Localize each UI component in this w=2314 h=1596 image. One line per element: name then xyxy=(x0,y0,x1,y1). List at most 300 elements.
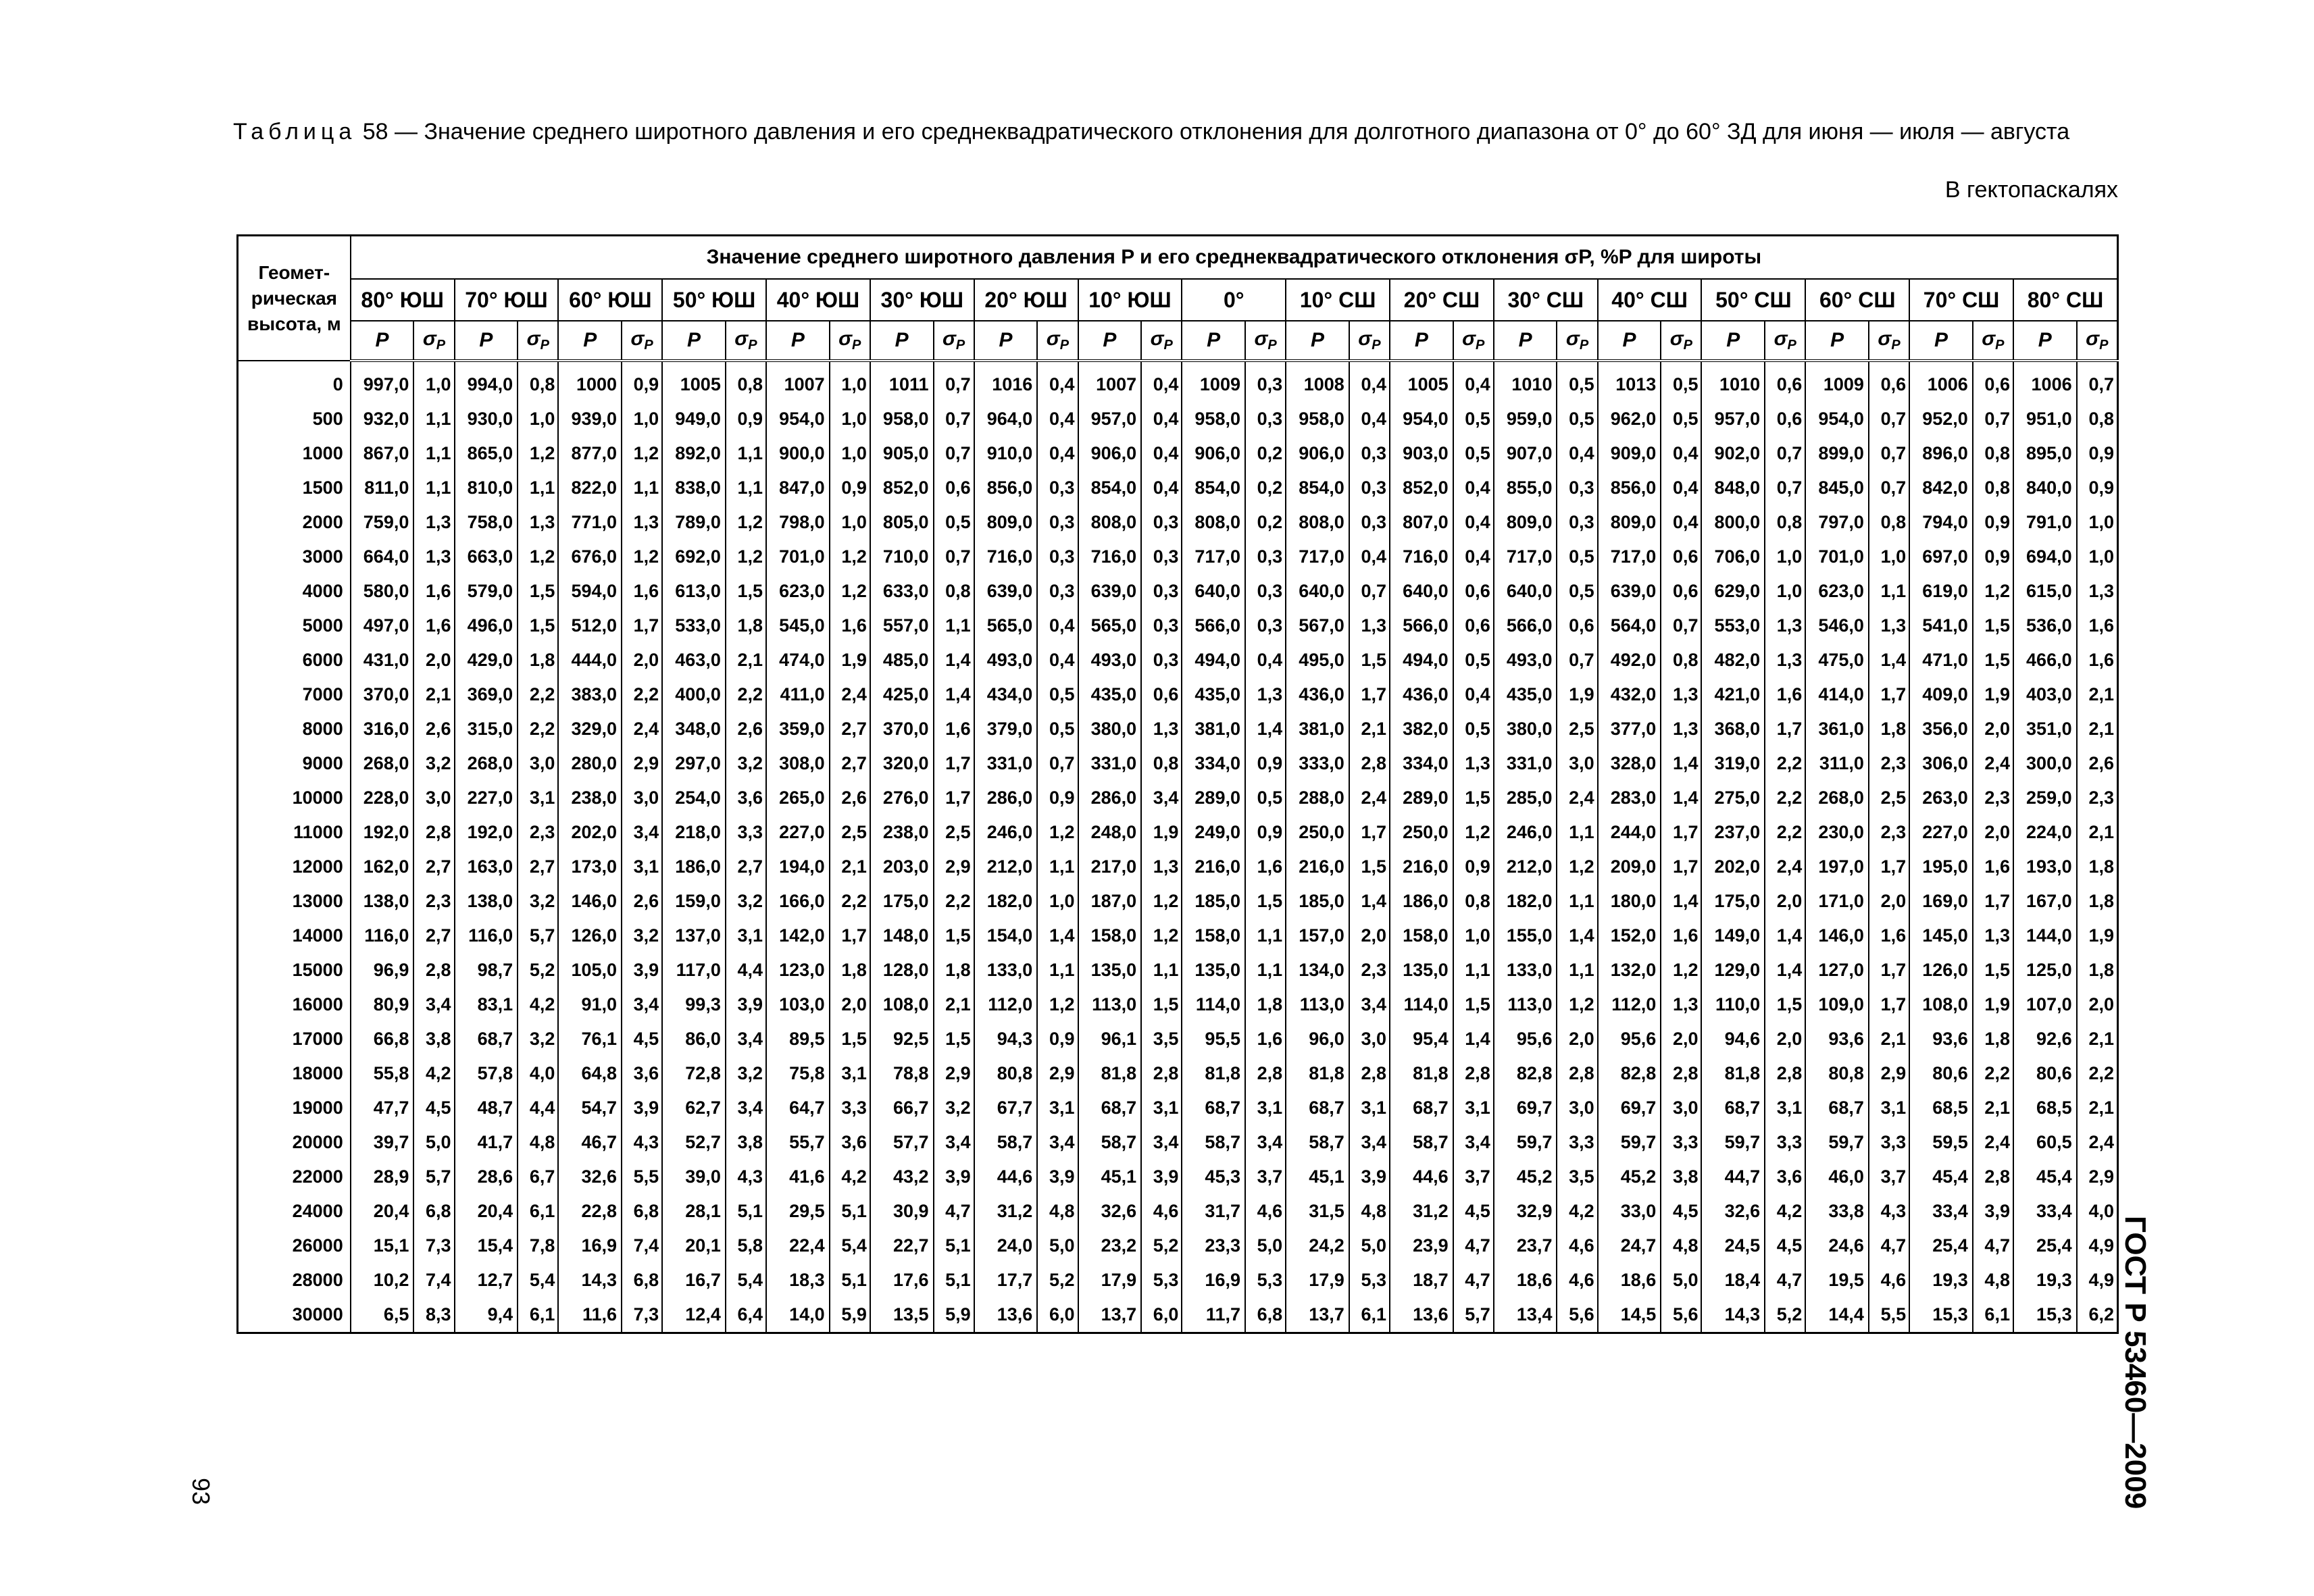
sigma-cell: 4,2 xyxy=(1765,1194,1805,1229)
altitude-cell: 19000 xyxy=(238,1091,351,1125)
pressure-cell: 316,0 xyxy=(351,712,414,746)
sigma-cell: 3,0 xyxy=(518,746,558,781)
sigma-cell: 4,9 xyxy=(2077,1229,2118,1263)
sigma-cell: 1,3 xyxy=(1973,919,2013,953)
sigma-cell: 0,5 xyxy=(1453,712,1494,746)
pressure-cell: 185,0 xyxy=(1182,884,1245,919)
sigma-symbol-header xyxy=(1037,321,1078,361)
sigma-cell: 7,3 xyxy=(413,1229,454,1263)
sigma-cell: 1,7 xyxy=(1349,815,1390,850)
pressure-cell: 197,0 xyxy=(1805,850,1869,884)
pressure-cell: 96,9 xyxy=(351,953,414,987)
sigma-cell: 4,7 xyxy=(1765,1263,1805,1297)
sigma-cell: 3,0 xyxy=(1557,1091,1597,1125)
pressure-cell: 82,8 xyxy=(1494,1056,1557,1091)
sigma-cell: 4,5 xyxy=(622,1022,662,1056)
sigma-cell: 2,9 xyxy=(2077,1160,2118,1194)
sigma-cell: 1,5 xyxy=(1245,884,1286,919)
sigma-cell: 3,9 xyxy=(934,1160,974,1194)
sigma-cell: 5,6 xyxy=(1557,1297,1597,1333)
sigma-cell: 1,8 xyxy=(830,953,870,987)
pressure-cell: 565,0 xyxy=(974,609,1038,643)
pressure-cell: 19,5 xyxy=(1805,1263,1869,1297)
sigma-cell: 1,4 xyxy=(1037,919,1078,953)
pressure-cell: 81,8 xyxy=(1390,1056,1453,1091)
caption-text: 58 — Значение среднего широтного давления и его среднеквадратического отклонения для долготного диапазона от 0° до 60° ЗД для июня — июля — августа xyxy=(356,119,2070,145)
pressure-cell: 567,0 xyxy=(1286,609,1349,643)
pressure-cell: 566,0 xyxy=(1182,609,1245,643)
table-row xyxy=(238,436,2118,471)
pressure-cell: 370,0 xyxy=(870,712,934,746)
sigma-cell: 1,1 xyxy=(726,436,766,471)
sigma-cell: 4,5 xyxy=(1661,1194,1701,1229)
pressure-cell: 474,0 xyxy=(766,643,830,677)
sigma-subscript: P xyxy=(1476,338,1485,353)
sigma-cell: 0,3 xyxy=(1557,471,1597,505)
pressure-cell: 246,0 xyxy=(974,815,1038,850)
pressure-cell: 110,0 xyxy=(1701,987,1765,1022)
sigma-cell: 1,9 xyxy=(1141,815,1182,850)
sigma-cell: 7,3 xyxy=(622,1297,662,1333)
pressure-cell: 149,0 xyxy=(1701,919,1765,953)
sigma-cell: 0,7 xyxy=(2077,361,2118,402)
sigma-cell: 0,3 xyxy=(1037,471,1078,505)
sigma-cell: 0,8 xyxy=(2077,402,2118,436)
pressure-cell: 82,8 xyxy=(1598,1056,1661,1091)
p-symbol-header: P xyxy=(455,321,518,361)
pressure-cell: 403,0 xyxy=(2013,677,2077,712)
pressure-cell: 59,7 xyxy=(1701,1125,1765,1160)
pressure-cell: 13,6 xyxy=(1390,1297,1453,1333)
pressure-cell: 59,5 xyxy=(1909,1125,1973,1160)
sigma-cell: 0,7 xyxy=(934,540,974,574)
sigma-cell: 3,6 xyxy=(1765,1160,1805,1194)
pressure-cell: 33,4 xyxy=(2013,1194,2077,1229)
altitude-cell: 18000 xyxy=(238,1056,351,1091)
sigma-cell: 1,0 xyxy=(1765,540,1805,574)
sigma-cell: 1,6 xyxy=(1973,850,2013,884)
sigma-cell: 1,7 xyxy=(1765,712,1805,746)
sigma-symbol-header xyxy=(518,321,558,361)
altitude-cell: 4000 xyxy=(238,574,351,609)
pressure-cell: 383,0 xyxy=(558,677,622,712)
sigma-cell: 0,4 xyxy=(1453,505,1494,540)
sigma-cell: 1,0 xyxy=(1869,540,1909,574)
pressure-cell: 954,0 xyxy=(1390,402,1453,436)
sigma-cell: 0,6 xyxy=(1661,540,1701,574)
pressure-cell: 95,6 xyxy=(1494,1022,1557,1056)
sigma-cell: 0,5 xyxy=(1037,712,1078,746)
sigma-cell: 1,2 xyxy=(1141,919,1182,953)
pressure-cell: 809,0 xyxy=(1494,505,1557,540)
sigma-symbol-header xyxy=(1973,321,2013,361)
pressure-cell: 951,0 xyxy=(2013,402,2077,436)
sigma-cell: 0,4 xyxy=(1245,643,1286,677)
latitude-header: 80° ЮШ xyxy=(351,279,455,321)
pressure-cell: 900,0 xyxy=(766,436,830,471)
pressure-cell: 66,7 xyxy=(870,1091,934,1125)
pressure-cell: 811,0 xyxy=(351,471,414,505)
sigma-cell: 3,0 xyxy=(413,781,454,815)
sigma-cell: 1,9 xyxy=(1973,677,2013,712)
pressure-cell: 20,4 xyxy=(455,1194,518,1229)
pressure-cell: 807,0 xyxy=(1390,505,1453,540)
sigma-cell: 1,2 xyxy=(1557,987,1597,1022)
pressure-cell: 308,0 xyxy=(766,746,830,781)
altitude-cell: 500 xyxy=(238,402,351,436)
pressure-cell: 105,0 xyxy=(558,953,622,987)
pressure-cell: 126,0 xyxy=(558,919,622,953)
altitude-cell: 12000 xyxy=(238,850,351,884)
pressure-cell: 436,0 xyxy=(1286,677,1349,712)
sigma-cell: 5,2 xyxy=(1037,1263,1078,1297)
pressure-cell: 845,0 xyxy=(1805,471,1869,505)
sigma-cell: 2,1 xyxy=(1973,1091,2013,1125)
altitude-cell: 11000 xyxy=(238,815,351,850)
sigma-cell: 1,6 xyxy=(622,574,662,609)
sigma-cell: 1,4 xyxy=(1245,712,1286,746)
sigma-cell: 0,6 xyxy=(934,471,974,505)
sigma-cell: 3,2 xyxy=(518,884,558,919)
sigma-cell: 0,3 xyxy=(1245,540,1286,574)
sigma-cell: 1,3 xyxy=(1869,609,1909,643)
pressure-cell: 24,5 xyxy=(1701,1229,1765,1263)
pressure-cell: 68,7 xyxy=(1390,1091,1453,1125)
sigma-cell: 3,4 xyxy=(1141,781,1182,815)
sigma-symbol-header xyxy=(934,321,974,361)
pressure-cell: 259,0 xyxy=(2013,781,2077,815)
sigma-cell: 1,4 xyxy=(1557,919,1597,953)
latitude-header: 20° ЮШ xyxy=(974,279,1078,321)
altitude-cell: 26000 xyxy=(238,1229,351,1263)
sigma-cell: 1,3 xyxy=(1661,712,1701,746)
pressure-cell: 13,7 xyxy=(1286,1297,1349,1333)
pressure-cell: 25,4 xyxy=(2013,1229,2077,1263)
pressure-cell: 579,0 xyxy=(455,574,518,609)
sigma-cell: 0,7 xyxy=(1661,609,1701,643)
pressure-cell: 865,0 xyxy=(455,436,518,471)
pressure-cell: 896,0 xyxy=(1909,436,1973,471)
table-row xyxy=(238,712,2118,746)
pressure-cell: 93,6 xyxy=(1909,1022,1973,1056)
pressure-cell: 18,4 xyxy=(1701,1263,1765,1297)
pressure-cell: 553,0 xyxy=(1701,609,1765,643)
sigma-cell: 2,4 xyxy=(1973,1125,2013,1160)
pressure-cell: 250,0 xyxy=(1390,815,1453,850)
sigma-cell: 3,8 xyxy=(726,1125,766,1160)
sigma-cell: 6,1 xyxy=(1973,1297,2013,1333)
pressure-cell: 72,8 xyxy=(662,1056,726,1091)
sigma-symbol: σ xyxy=(734,328,749,350)
sigma-cell: 1,3 xyxy=(1453,746,1494,781)
pressure-cell: 546,0 xyxy=(1805,609,1869,643)
sigma-cell: 3,1 xyxy=(1869,1091,1909,1125)
sigma-cell: 6,0 xyxy=(1141,1297,1182,1333)
sigma-cell: 0,4 xyxy=(1037,402,1078,436)
sigma-cell: 0,5 xyxy=(1453,436,1494,471)
pressure-cell: 186,0 xyxy=(662,850,726,884)
sigma-cell: 1,3 xyxy=(1349,609,1390,643)
sigma-cell: 2,5 xyxy=(1557,712,1597,746)
pressure-cell: 906,0 xyxy=(1286,436,1349,471)
table-row xyxy=(238,746,2118,781)
sigma-symbol-header xyxy=(1661,321,1701,361)
latitude-header: 60° ЮШ xyxy=(558,279,662,321)
table-row xyxy=(238,781,2118,815)
sigma-cell: 3,4 xyxy=(622,815,662,850)
sigma-cell: 2,2 xyxy=(830,884,870,919)
sigma-cell: 2,6 xyxy=(830,781,870,815)
sigma-cell: 5,3 xyxy=(1245,1263,1286,1297)
sigma-cell: 1,0 xyxy=(2077,540,2118,574)
sigma-cell: 1,1 xyxy=(622,471,662,505)
pressure-cell: 359,0 xyxy=(766,712,830,746)
pressure-cell: 22,7 xyxy=(870,1229,934,1263)
pressure-cell: 112,0 xyxy=(1598,987,1661,1022)
pressure-cell: 116,0 xyxy=(351,919,414,953)
sigma-cell: 1,8 xyxy=(2077,884,2118,919)
pressure-cell: 557,0 xyxy=(870,609,934,643)
pressure-cell: 224,0 xyxy=(2013,815,2077,850)
sigma-cell: 0,8 xyxy=(1453,884,1494,919)
pressure-cell: 1009 xyxy=(1182,361,1245,402)
sigma-cell: 2,1 xyxy=(1869,1022,1909,1056)
sigma-cell: 3,7 xyxy=(1245,1160,1286,1194)
pressure-cell: 580,0 xyxy=(351,574,414,609)
sigma-cell: 2,3 xyxy=(1973,781,2013,815)
sigma-cell: 0,7 xyxy=(1869,402,1909,436)
pressure-cell: 311,0 xyxy=(1805,746,1869,781)
sigma-cell: 1,6 xyxy=(1245,850,1286,884)
sigma-cell: 3,2 xyxy=(518,1022,558,1056)
sigma-symbol: σ xyxy=(838,328,853,350)
sigma-cell: 5,3 xyxy=(1141,1263,1182,1297)
pressure-cell: 895,0 xyxy=(2013,436,2077,471)
sigma-cell: 6,0 xyxy=(1037,1297,1078,1333)
pressure-cell: 930,0 xyxy=(455,402,518,436)
pressure-cell: 300,0 xyxy=(2013,746,2077,781)
sigma-subscript: P xyxy=(852,338,861,353)
sigma-symbol: σ xyxy=(422,328,436,350)
pressure-cell: 289,0 xyxy=(1390,781,1453,815)
sigma-cell: 4,6 xyxy=(1141,1194,1182,1229)
sigma-cell: 6,2 xyxy=(2077,1297,2118,1333)
pressure-cell: 227,0 xyxy=(1909,815,1973,850)
page-number: 93 xyxy=(187,1478,215,1505)
table-caption xyxy=(233,115,2118,149)
sigma-cell: 3,4 xyxy=(622,987,662,1022)
sigma-cell: 1,4 xyxy=(1661,884,1701,919)
sigma-cell: 0,6 xyxy=(1557,609,1597,643)
table-row xyxy=(238,609,2118,643)
pressure-cell: 45,4 xyxy=(1909,1160,1973,1194)
pressure-cell: 838,0 xyxy=(662,471,726,505)
sigma-cell: 3,5 xyxy=(1557,1160,1597,1194)
sigma-cell: 0,2 xyxy=(1245,505,1286,540)
pressure-cell: 19,3 xyxy=(2013,1263,2077,1297)
pressure-cell: 58,7 xyxy=(1182,1125,1245,1160)
pressure-cell: 633,0 xyxy=(870,574,934,609)
sigma-cell: 1,7 xyxy=(1869,953,1909,987)
sigma-cell: 1,7 xyxy=(1349,677,1390,712)
pressure-cell: 536,0 xyxy=(2013,609,2077,643)
sigma-cell: 0,7 xyxy=(1557,643,1597,677)
pressure-cell: 613,0 xyxy=(662,574,726,609)
sigma-cell: 1,8 xyxy=(1245,987,1286,1022)
pressure-cell: 855,0 xyxy=(1494,471,1557,505)
altitude-cell: 8000 xyxy=(238,712,351,746)
sigma-cell: 2,3 xyxy=(413,884,454,919)
sigma-cell: 4,7 xyxy=(1973,1229,2013,1263)
sigma-cell: 4,8 xyxy=(1349,1194,1390,1229)
altitude-cell: 0 xyxy=(238,361,351,402)
pressure-cell: 906,0 xyxy=(1078,436,1142,471)
sigma-cell: 1,1 xyxy=(1453,953,1494,987)
sigma-cell: 0,7 xyxy=(1349,574,1390,609)
sigma-cell: 1,9 xyxy=(830,643,870,677)
p-symbol-header: P xyxy=(1598,321,1661,361)
sigma-cell: 0,5 xyxy=(1557,574,1597,609)
pressure-cell: 41,7 xyxy=(455,1125,518,1160)
sigma-cell: 0,3 xyxy=(1349,505,1390,540)
sigma-cell: 0,8 xyxy=(1765,505,1805,540)
sigma-cell: 1,5 xyxy=(518,574,558,609)
sigma-cell: 2,8 xyxy=(1973,1160,2013,1194)
pressure-cell: 957,0 xyxy=(1078,402,1142,436)
pressure-cell: 54,7 xyxy=(558,1091,622,1125)
sigma-cell: 0,6 xyxy=(1973,361,2013,402)
sigma-cell: 2,8 xyxy=(1141,1056,1182,1091)
pressure-cell: 44,6 xyxy=(1390,1160,1453,1194)
p-symbol-header: P xyxy=(766,321,830,361)
pressure-cell: 99,3 xyxy=(662,987,726,1022)
pressure-cell: 369,0 xyxy=(455,677,518,712)
pressure-cell: 31,2 xyxy=(974,1194,1038,1229)
altitude-cell: 20000 xyxy=(238,1125,351,1160)
pressure-cell: 485,0 xyxy=(870,643,934,677)
pressure-cell: 639,0 xyxy=(1598,574,1661,609)
pressure-cell: 68,7 xyxy=(1182,1091,1245,1125)
pressure-cell: 30,9 xyxy=(870,1194,934,1229)
latitude-header: 50° ЮШ xyxy=(662,279,766,321)
p-symbol-header: P xyxy=(974,321,1038,361)
sigma-cell: 1,5 xyxy=(1349,643,1390,677)
sigma-cell: 0,4 xyxy=(1453,540,1494,574)
pressure-cell: 227,0 xyxy=(766,815,830,850)
pressure-cell: 68,7 xyxy=(1701,1091,1765,1125)
pressure-cell: 135,0 xyxy=(1182,953,1245,987)
sigma-cell: 4,5 xyxy=(1765,1229,1805,1263)
pressure-cell: 238,0 xyxy=(558,781,622,815)
sigma-cell: 0,4 xyxy=(1661,436,1701,471)
pressure-cell: 185,0 xyxy=(1286,884,1349,919)
pressure-cell: 1005 xyxy=(662,361,726,402)
pressure-cell: 24,2 xyxy=(1286,1229,1349,1263)
sigma-cell: 1,3 xyxy=(518,505,558,540)
pressure-cell: 14,5 xyxy=(1598,1297,1661,1333)
pressure-cell: 809,0 xyxy=(1598,505,1661,540)
pressure-cell: 435,0 xyxy=(1494,677,1557,712)
sigma-cell: 2,0 xyxy=(830,987,870,1022)
pressure-cell: 954,0 xyxy=(766,402,830,436)
sigma-cell: 0,7 xyxy=(934,402,974,436)
sigma-cell: 3,2 xyxy=(413,746,454,781)
pressure-cell: 822,0 xyxy=(558,471,622,505)
pressure-cell: 1010 xyxy=(1701,361,1765,402)
pressure-cell: 32,6 xyxy=(558,1160,622,1194)
pressure-cell: 361,0 xyxy=(1805,712,1869,746)
sigma-cell: 1,2 xyxy=(830,574,870,609)
sigma-symbol-header xyxy=(1349,321,1390,361)
sigma-cell: 4,6 xyxy=(1557,1229,1597,1263)
pressure-cell: 328,0 xyxy=(1598,746,1661,781)
pressure-cell: 31,2 xyxy=(1390,1194,1453,1229)
pressure-cell: 382,0 xyxy=(1390,712,1453,746)
pressure-cell: 125,0 xyxy=(2013,953,2077,987)
pressure-cell: 1006 xyxy=(2013,361,2077,402)
pressure-cell: 910,0 xyxy=(974,436,1038,471)
pressure-cell: 93,6 xyxy=(1805,1022,1869,1056)
sigma-cell: 0,9 xyxy=(2077,436,2118,471)
sigma-cell: 1,4 xyxy=(1661,746,1701,781)
sigma-cell: 0,9 xyxy=(2077,471,2118,505)
pressure-cell: 594,0 xyxy=(558,574,622,609)
pressure-cell: 68,5 xyxy=(1909,1091,1973,1125)
pressure-cell: 135,0 xyxy=(1390,953,1453,987)
sigma-cell: 2,6 xyxy=(726,712,766,746)
sigma-cell: 2,9 xyxy=(622,746,662,781)
pressure-cell: 958,0 xyxy=(1286,402,1349,436)
sigma-cell: 0,2 xyxy=(1245,471,1286,505)
sigma-cell: 4,4 xyxy=(726,953,766,987)
pressure-cell: 15,4 xyxy=(455,1229,518,1263)
sigma-cell: 0,4 xyxy=(1661,505,1701,540)
pressure-cell: 80,6 xyxy=(2013,1056,2077,1091)
sigma-cell: 2,8 xyxy=(413,953,454,987)
pressure-cell: 22,8 xyxy=(558,1194,622,1229)
sigma-cell: 7,8 xyxy=(518,1229,558,1263)
pressure-cell: 81,8 xyxy=(1182,1056,1245,1091)
sigma-cell: 0,8 xyxy=(1973,436,2013,471)
sigma-cell: 3,2 xyxy=(726,1056,766,1091)
pressure-cell: 81,8 xyxy=(1286,1056,1349,1091)
sigma-cell: 1,5 xyxy=(1453,987,1494,1022)
pressure-cell: 13,6 xyxy=(974,1297,1038,1333)
sigma-cell: 1,8 xyxy=(2077,953,2118,987)
pressure-cell: 175,0 xyxy=(870,884,934,919)
sigma-cell: 1,8 xyxy=(518,643,558,677)
sigma-cell: 4,8 xyxy=(518,1125,558,1160)
sigma-cell: 2,5 xyxy=(1869,781,1909,815)
pressure-cell: 482,0 xyxy=(1701,643,1765,677)
sigma-cell: 1,3 xyxy=(1661,677,1701,712)
pressure-cell: 25,4 xyxy=(1909,1229,1973,1263)
pressure-cell: 379,0 xyxy=(974,712,1038,746)
pressure-cell: 640,0 xyxy=(1182,574,1245,609)
sigma-cell: 3,0 xyxy=(622,781,662,815)
sigma-cell: 3,3 xyxy=(1557,1125,1597,1160)
pressure-cell: 95,6 xyxy=(1598,1022,1661,1056)
pressure-cell: 1007 xyxy=(766,361,830,402)
p-symbol-header: P xyxy=(558,321,622,361)
pressure-cell: 848,0 xyxy=(1701,471,1765,505)
sigma-cell: 3,9 xyxy=(1037,1160,1078,1194)
pressure-cell: 44,7 xyxy=(1701,1160,1765,1194)
pressure-cell: 892,0 xyxy=(662,436,726,471)
sigma-cell: 4,7 xyxy=(1869,1229,1909,1263)
sigma-symbol: σ xyxy=(2086,328,2100,350)
sigma-cell: 0,3 xyxy=(1037,505,1078,540)
